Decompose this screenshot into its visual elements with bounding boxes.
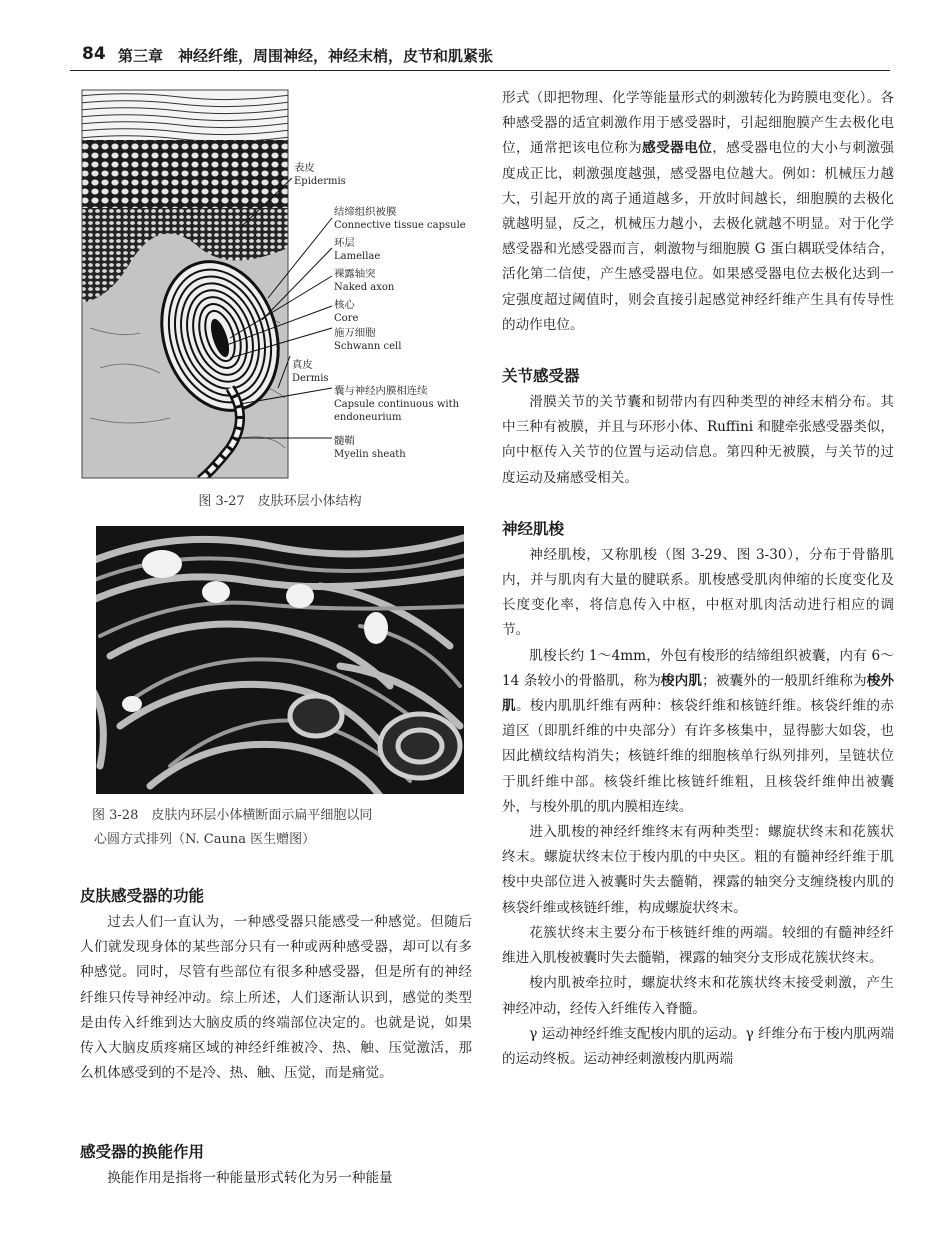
label-endoneurium-en2: endoneurium (334, 412, 402, 423)
page-header (70, 40, 890, 70)
figure-3-28-caption-line2: 心圆方式排列（N. Cauna 医生赠图） (94, 832, 316, 847)
section-title-muscle-spindle: 神经肌梭 (502, 519, 565, 538)
label-endoneurium-en: Capsule continuous with (334, 399, 460, 410)
section-transduction (80, 1140, 472, 1191)
header-rule (70, 70, 890, 71)
label-dermis-en: Dermis (292, 373, 329, 384)
paragraph-spindle-3: 进入肌梭的神经纤维终末有两种类型：螺旋状终末和花簇状终末。螺旋状终末位于梭内肌的中央区。粗的有髓神经纤维于肌梭中央部位进入被囊时失去髓鞘，裸露的轴突分支缠绕梭内肌的核袋纤维或核链纤维，构成螺旋状终末。 (502, 824, 894, 916)
keyword-intrafusal: 梭内肌 (660, 672, 703, 689)
label-dermis-zh: 真皮 (292, 359, 313, 371)
label-lamellae-zh: 环层 (334, 237, 355, 249)
paragraph-skin-receptor: 过去人们一直认为，一种感受器只能感受一种感觉。但随后人们就发现身体的某些部分只有一种或两种感受器，却可以有多种感觉。同时，尽管有些部位有很多种感受器，但是所有的神经纤维只传导神经冲动。综上所述，人们逐渐认识到，感觉的类型是由传入纤维到达大脑皮质的终端部位决定的。也就是说，如果传入大脑皮质疼痛区域的神经纤维被冷、热、触、压觉激活，那么机体感受到的不是冷、热、触、压觉，而是痛觉。 (80, 914, 472, 1082)
paragraph-joint-receptor: 滑膜关节的关节囊和韧带内有四种类型的神经末梢分布。其中三种有被膜，并且与环形小体、Ruffini 和腱牵张感受器类似，向中枢传入关节的位置与运动信息。第四种无被膜，与关节的过度运动及痛感受相关。 (502, 394, 894, 486)
label-axon-zh: 裸露轴突 (334, 268, 376, 280)
right-column (502, 86, 894, 1072)
figure-3-27 (80, 88, 480, 480)
paragraph-spindle-1: 神经肌梭，又称肌梭（图 3-29、图 3-30），分布于骨骼肌内，并与肌肉有大量的腱联系。肌梭感受肌肉伸缩的长度变化及长度变化率，将信息传入中枢，中枢对肌肉活动进行相应的调节。 (502, 546, 894, 639)
section-skin-receptor-function (80, 884, 472, 1086)
label-capsule-zh: 结缔组织被膜 (334, 206, 397, 218)
label-axon-en: Naked axon (334, 282, 395, 293)
paragraph-spindle-2: 肌梭长约 1～4mm，外包有梭形的结缔组织被囊，内有 6～14 条较小的骨骼肌，称为梭内肌；被囊外的一般肌纤维称为梭外肌。梭内肌肌纤维有两种：核袋纤维和核链纤维。核袋纤维的赤道区（即肌纤维的中央部分）有许多核集中，显得膨大如袋，也因此横纹结构消失；核链纤维的细胞核单行纵列排列，呈链状位于肌纤维中部。核袋纤维比核链纤维粗，且核袋纤维伸出被囊外，与梭外肌的肌内膜相连续。 (502, 647, 895, 815)
label-core-en: Core (334, 313, 359, 324)
label-myelin-en: Myelin sheath (334, 449, 406, 460)
paragraph-spindle-4: 花簇状终末主要分布于核链纤维的两端。较细的有髓神经纤维进入肌梭被囊时失去髓鞘，裸露的轴突分支形成花簇状终末。 (502, 924, 894, 967)
paragraph-spindle-6: γ 运动神经纤维支配梭内肌的运动。γ 纤维分布于梭内肌两端的运动终板。运动神经刺激梭内肌两端 (502, 1025, 894, 1067)
paragraph-transduction: 换能作用是指将一种能量形式转化为另一种能量 (107, 1170, 393, 1186)
label-epidermis-en: Epidermis (294, 176, 346, 187)
page-number: 84 (82, 44, 106, 64)
section-title-transduction: 感受器的换能作用 (80, 1143, 205, 1161)
paragraph-spindle-5: 梭内肌被牵拉时，螺旋状终末和花簇状终末接受刺激，产生神经冲动，经传入纤维传入脊髓。 (502, 975, 894, 1017)
section-title-joint-receptor: 关节感受器 (502, 367, 580, 386)
label-schwann-en: Schwann cell (334, 341, 402, 352)
label-endoneurium-zh: 囊与神经内膜相连续 (334, 385, 428, 397)
label-lamellae-en: Lamellae (334, 251, 381, 262)
figure-3-28-caption-line1: 图 3-28 皮肤内环层小体横断面示扁平细胞以同 (92, 808, 373, 823)
figure-3-27-caption: 图 3-27 皮肤环层小体结构 (198, 494, 362, 509)
section-title-skin-receptor: 皮肤感受器的功能 (80, 887, 205, 905)
keyword-extrafusal: 梭外肌 (502, 672, 895, 715)
paragraph-receptor-potential: 形式（即把物理、化学等能量形式的刺激转化为跨膜电变化）。各种感受器的适宜刺激作用于感受器时，引起细胞膜产生去极化电位，通常把该电位称为感受器电位，感受器电位的大小与刺激强度成正比，刺激强度越强，感受器电位越大。例如：机械压力越大，引起开放的离子通道越多，开放时间越长，细胞膜的去极化就越明显，反之，机械压力越小，去极化就越不明显。对于化学感受器和光感受器而言，刺激物与细胞膜 G 蛋白耦联受体结合，活化第二信使，产生感受器电位。如果感受器电位去极化达到一定强度超过阈值时，则会直接引起感觉神经纤维产生具有传导性的动作电位。 (502, 90, 895, 333)
figure-3-28-micrograph (90, 526, 464, 794)
label-epidermis-zh: 表皮 (294, 162, 315, 174)
chapter-title: 第三章 神经纤维，周围神经，神经末梢，皮节和肌紧张 (118, 47, 494, 65)
pacinian-diagram (80, 88, 480, 480)
label-myelin-zh: 髓鞘 (334, 435, 355, 447)
figure-3-28-caption (92, 804, 472, 852)
keyword-receptor-potential: 感受器电位 (642, 140, 713, 157)
label-schwann-zh: 施万细胞 (334, 327, 376, 339)
label-capsule-en: Connective tissue capsule (334, 220, 466, 231)
micrograph-image (90, 526, 464, 794)
label-core-zh: 核心 (334, 299, 355, 311)
